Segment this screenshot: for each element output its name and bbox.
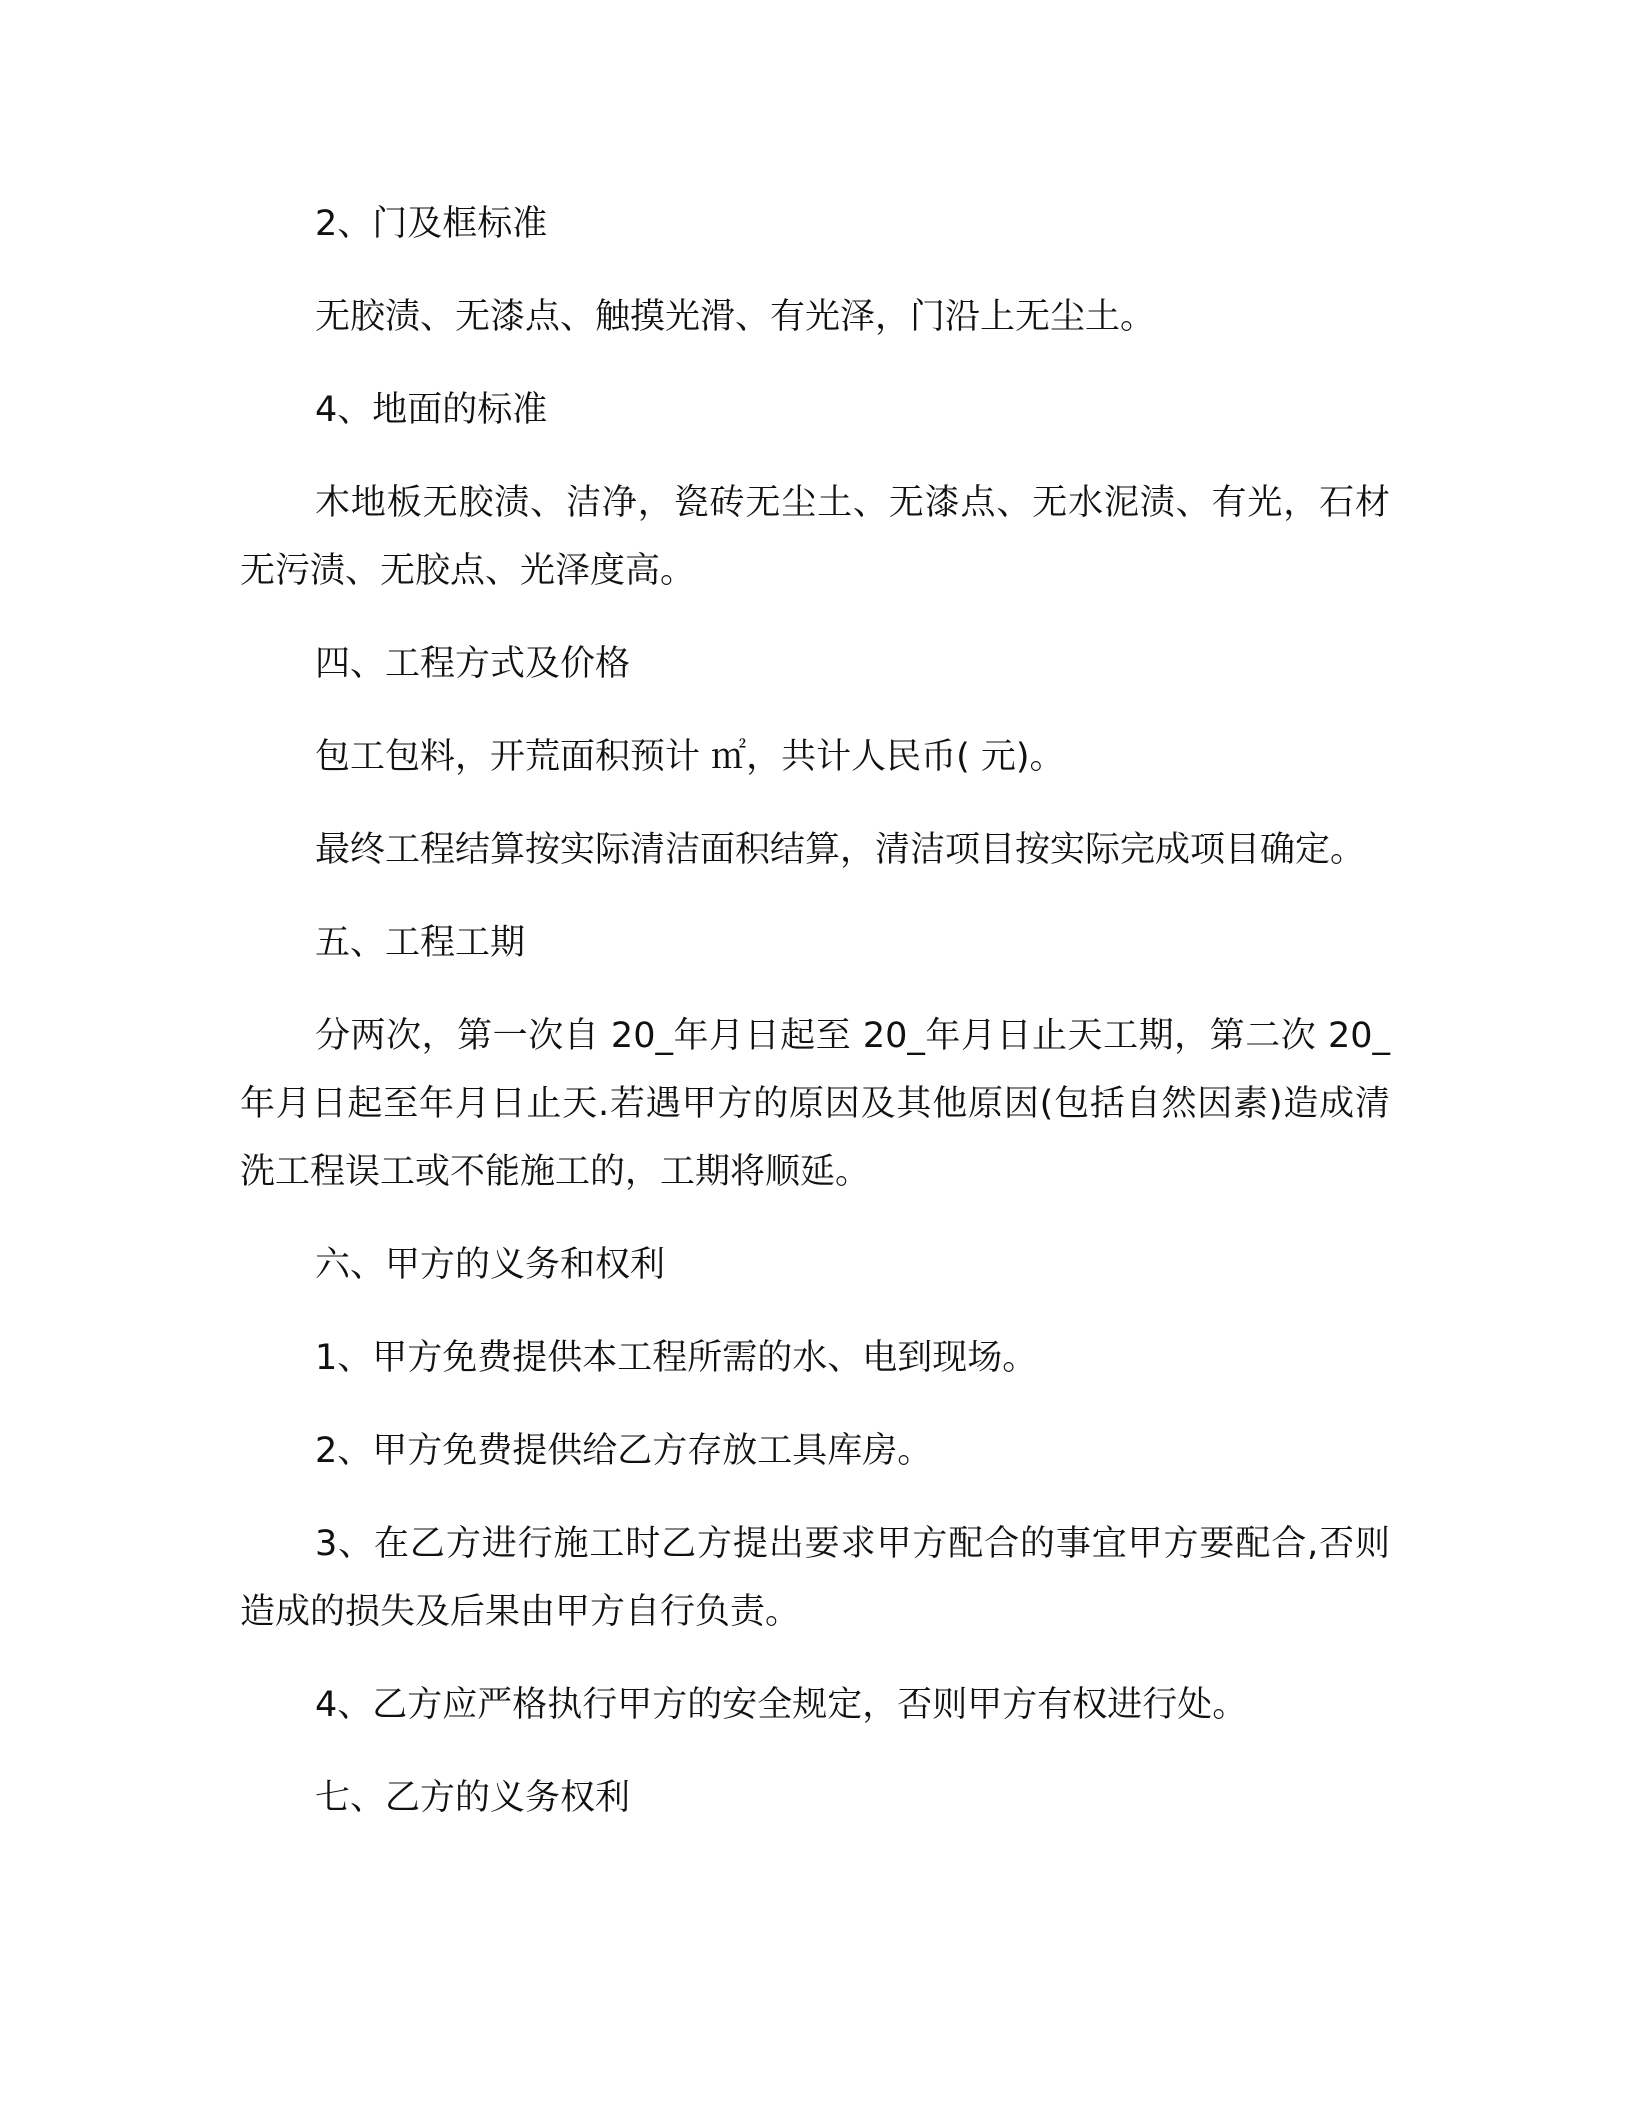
paragraph-floor-criteria: 木地板无胶渍、洁净，瓷砖无尘土、无漆点、无水泥渍、有光，石材无污渍、无胶点、光泽度高。 (240, 483, 1390, 591)
paragraph-party-a-duty-4: 4、乙方应严格执行甲方的安全规定，否则甲方有权进行处。 (315, 1685, 1248, 1725)
heading-section-7: 七、乙方的义务权利 (315, 1778, 631, 1818)
heading-section-4: 四、工程方式及价格 (315, 644, 631, 684)
paragraph-party-a-duty-2: 2、甲方免费提供给乙方存放工具库房。 (315, 1431, 933, 1471)
paragraph-party-a-duty-1: 1、甲方免费提供本工程所需的水、电到现场。 (315, 1338, 1038, 1378)
paragraph-schedule: 分两次，第一次自 20_年月日起至 20_年月日止天工期，第二次 20_年月日起至年月日止天.若遇甲方的原因及其他原因(包括自然因素)造成清洗工程误工或不能施工的，工期将顺延。 (240, 1016, 1390, 1192)
heading-door-frame-standard: 2、门及框标准 (315, 204, 548, 244)
heading-section-5: 五、工程工期 (315, 923, 526, 963)
paragraph-settlement: 最终工程结算按实际清洁面积结算，清洁项目按实际完成项目确定。 (315, 830, 1366, 870)
paragraph-party-a-duty-3: 3、在乙方进行施工时乙方提出要求甲方配合的事宜甲方要配合,否则造成的损失及后果由甲方自行负责。 (240, 1524, 1390, 1632)
paragraph-pricing: 包工包料，开荒面积预计 ㎡，共计人民币( 元)。 (315, 737, 1065, 777)
heading-section-6: 六、甲方的义务和权利 (315, 1245, 666, 1285)
heading-floor-standard: 4、地面的标准 (315, 390, 548, 430)
document-body (240, 190, 1390, 1857)
paragraph-door-frame-criteria: 无胶渍、无漆点、触摸光滑、有光泽，门沿上无尘土。 (315, 297, 1156, 337)
